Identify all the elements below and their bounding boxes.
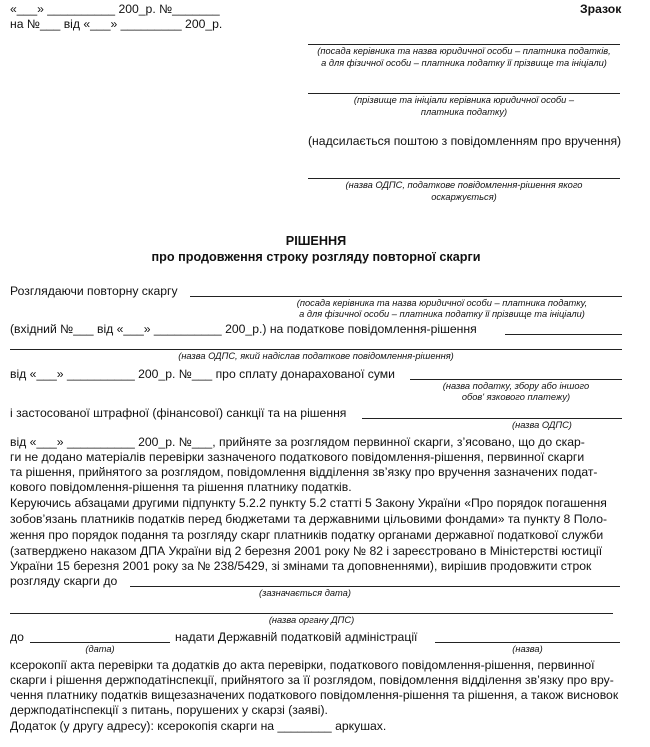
administration-name-line <box>435 642 620 643</box>
caption-6: (назва органу ДПС) <box>268 615 355 625</box>
para1-line-2: ги не додано матеріалів перевірки зазначеного податкового повідомлення-рішення, первинної скарги <box>10 450 585 464</box>
para3-line-4: держподатінспекції з питань, порушених у скарзі (заяві). <box>10 703 328 717</box>
mail-note: (надсилається поштою з повідомленням про вручення) <box>308 134 622 148</box>
caption-1b: а для фізичної особи – платника податку її прізвище та ініціали) <box>299 309 585 319</box>
tax-line <box>410 379 622 380</box>
body-line-2: (вхідний №___ від «___» __________ 200_р.) на податкове повідомлення-рішення <box>10 322 477 336</box>
caption-7-name: (назва) <box>512 644 543 654</box>
addressee-line-2 <box>308 93 620 94</box>
incoming-reference-line: на №___ від «___» _________ 200_р. <box>10 17 223 31</box>
para2-line-5: України 15 березня 2001 року за № 238/5429, зі змінами та доповненнями), вирішив продовжити строк <box>10 559 592 573</box>
para1-line-3: та рішення, прийнятого за розглядом, повідомлення відділення зв’язку про вручення зазначених подат- <box>10 465 598 479</box>
caption-1a: (посада керівника та назва юридичної особи – платника податку, <box>296 298 588 308</box>
addressee-caption-2b: платника податку) <box>420 107 508 117</box>
complaint-line <box>190 296 622 297</box>
para3-line-3: чення платнику податків вищезазначених податкового повідомлення-рішення та рішення, а також висновок <box>10 688 619 702</box>
addendum: Додаток (у другу адресу): ксерокопія скарги на ________ аркушах. <box>10 719 387 733</box>
caption-7-date: (дата) <box>85 644 115 654</box>
para2-line-3: ження про порядок подання та розгляду скарг платників податку органами державної податкової служби <box>10 528 604 542</box>
caption-5: (зазначається дата) <box>259 588 351 598</box>
para2-line-6: розгляду скарги до <box>10 574 118 588</box>
para1-line-1: від «___» __________ 200_р. №___, прийняте за розглядом первинної скарги, з’ясовано, що до скар- <box>10 435 585 449</box>
body-line-4: і застосованої штрафної (фінансової) санкції та на рішення <box>10 406 347 420</box>
addressee-caption-1b: а для фізичної особи – платника податку її прізвище та ініціали) <box>321 58 607 68</box>
sample-label: Зразок <box>580 2 622 16</box>
caption-3a: (назва податку, збору або іншого <box>442 381 590 391</box>
document-subtitle: про продовження строку розгляду повторної скарги <box>151 249 481 264</box>
until-date-line <box>30 642 170 643</box>
addressee-caption-3b: оскаржується) <box>431 192 497 202</box>
body-line-1: Розглядаючи повторну скаргу <box>10 284 178 298</box>
decision-line <box>505 334 622 335</box>
until-label: до <box>10 630 24 644</box>
caption-3b: обов' язкового платежу) <box>461 392 571 402</box>
outgoing-number-line: «___» __________ 200_р. №_______ <box>10 2 220 16</box>
extension-date-line <box>130 586 620 587</box>
provide-text: надати Державній податковій адміністрації <box>175 630 418 644</box>
addressee-caption-1a: (посада керівника та назва юридичної особи – платника податків, <box>317 46 611 56</box>
para3-line-2: скарги і рішення держподатінспекції, прийнятого за її розглядом, повідомлення відділення зв’язку про вру- <box>10 673 614 687</box>
addressee-caption-3a: (назва ОДПС, податкове повідомлення-рішення якого <box>345 180 583 190</box>
caption-2: (назва ОДПС, який надіслав податкове повідомлення-рішення) <box>178 351 454 361</box>
body-line-3: від «___» __________ 200_р. №___ про сплату донарахованої суми <box>10 367 395 381</box>
para2-line-2: зобов’язань платників податків перед бюджетами та державними цільовими фондами» та пункту 8 Поло- <box>10 512 608 526</box>
document-title: РІШЕННЯ <box>285 233 347 248</box>
addressee-line-3 <box>308 178 620 179</box>
authority-line <box>10 613 613 614</box>
para2-line-1: Керуючись абзацами другими підпункту 5.2.2 пункту 5.2 статті 5 Закону України «Про порядок погашення <box>10 496 607 510</box>
para1-line-4: кового повідомлення-рішення та рішення платнику податків. <box>10 480 352 494</box>
odps-decision-line <box>362 418 622 419</box>
para3-line-1: ксерокопії акта перевірки та додатків до акта перевірки, податкового повідомлення-рішення, первинної <box>10 658 595 672</box>
odps-line <box>10 349 622 350</box>
para2-line-4: (затверджено наказом ДПА України від 2 березня 2001 року № 82 і зареєстровано в Міністерстві юстиції <box>10 544 603 558</box>
addressee-line-1 <box>308 44 620 45</box>
addressee-caption-2a: (прізвище та ініціали керівника юридичної особи – <box>353 95 575 105</box>
caption-4: (назва ОДПС) <box>512 420 572 430</box>
